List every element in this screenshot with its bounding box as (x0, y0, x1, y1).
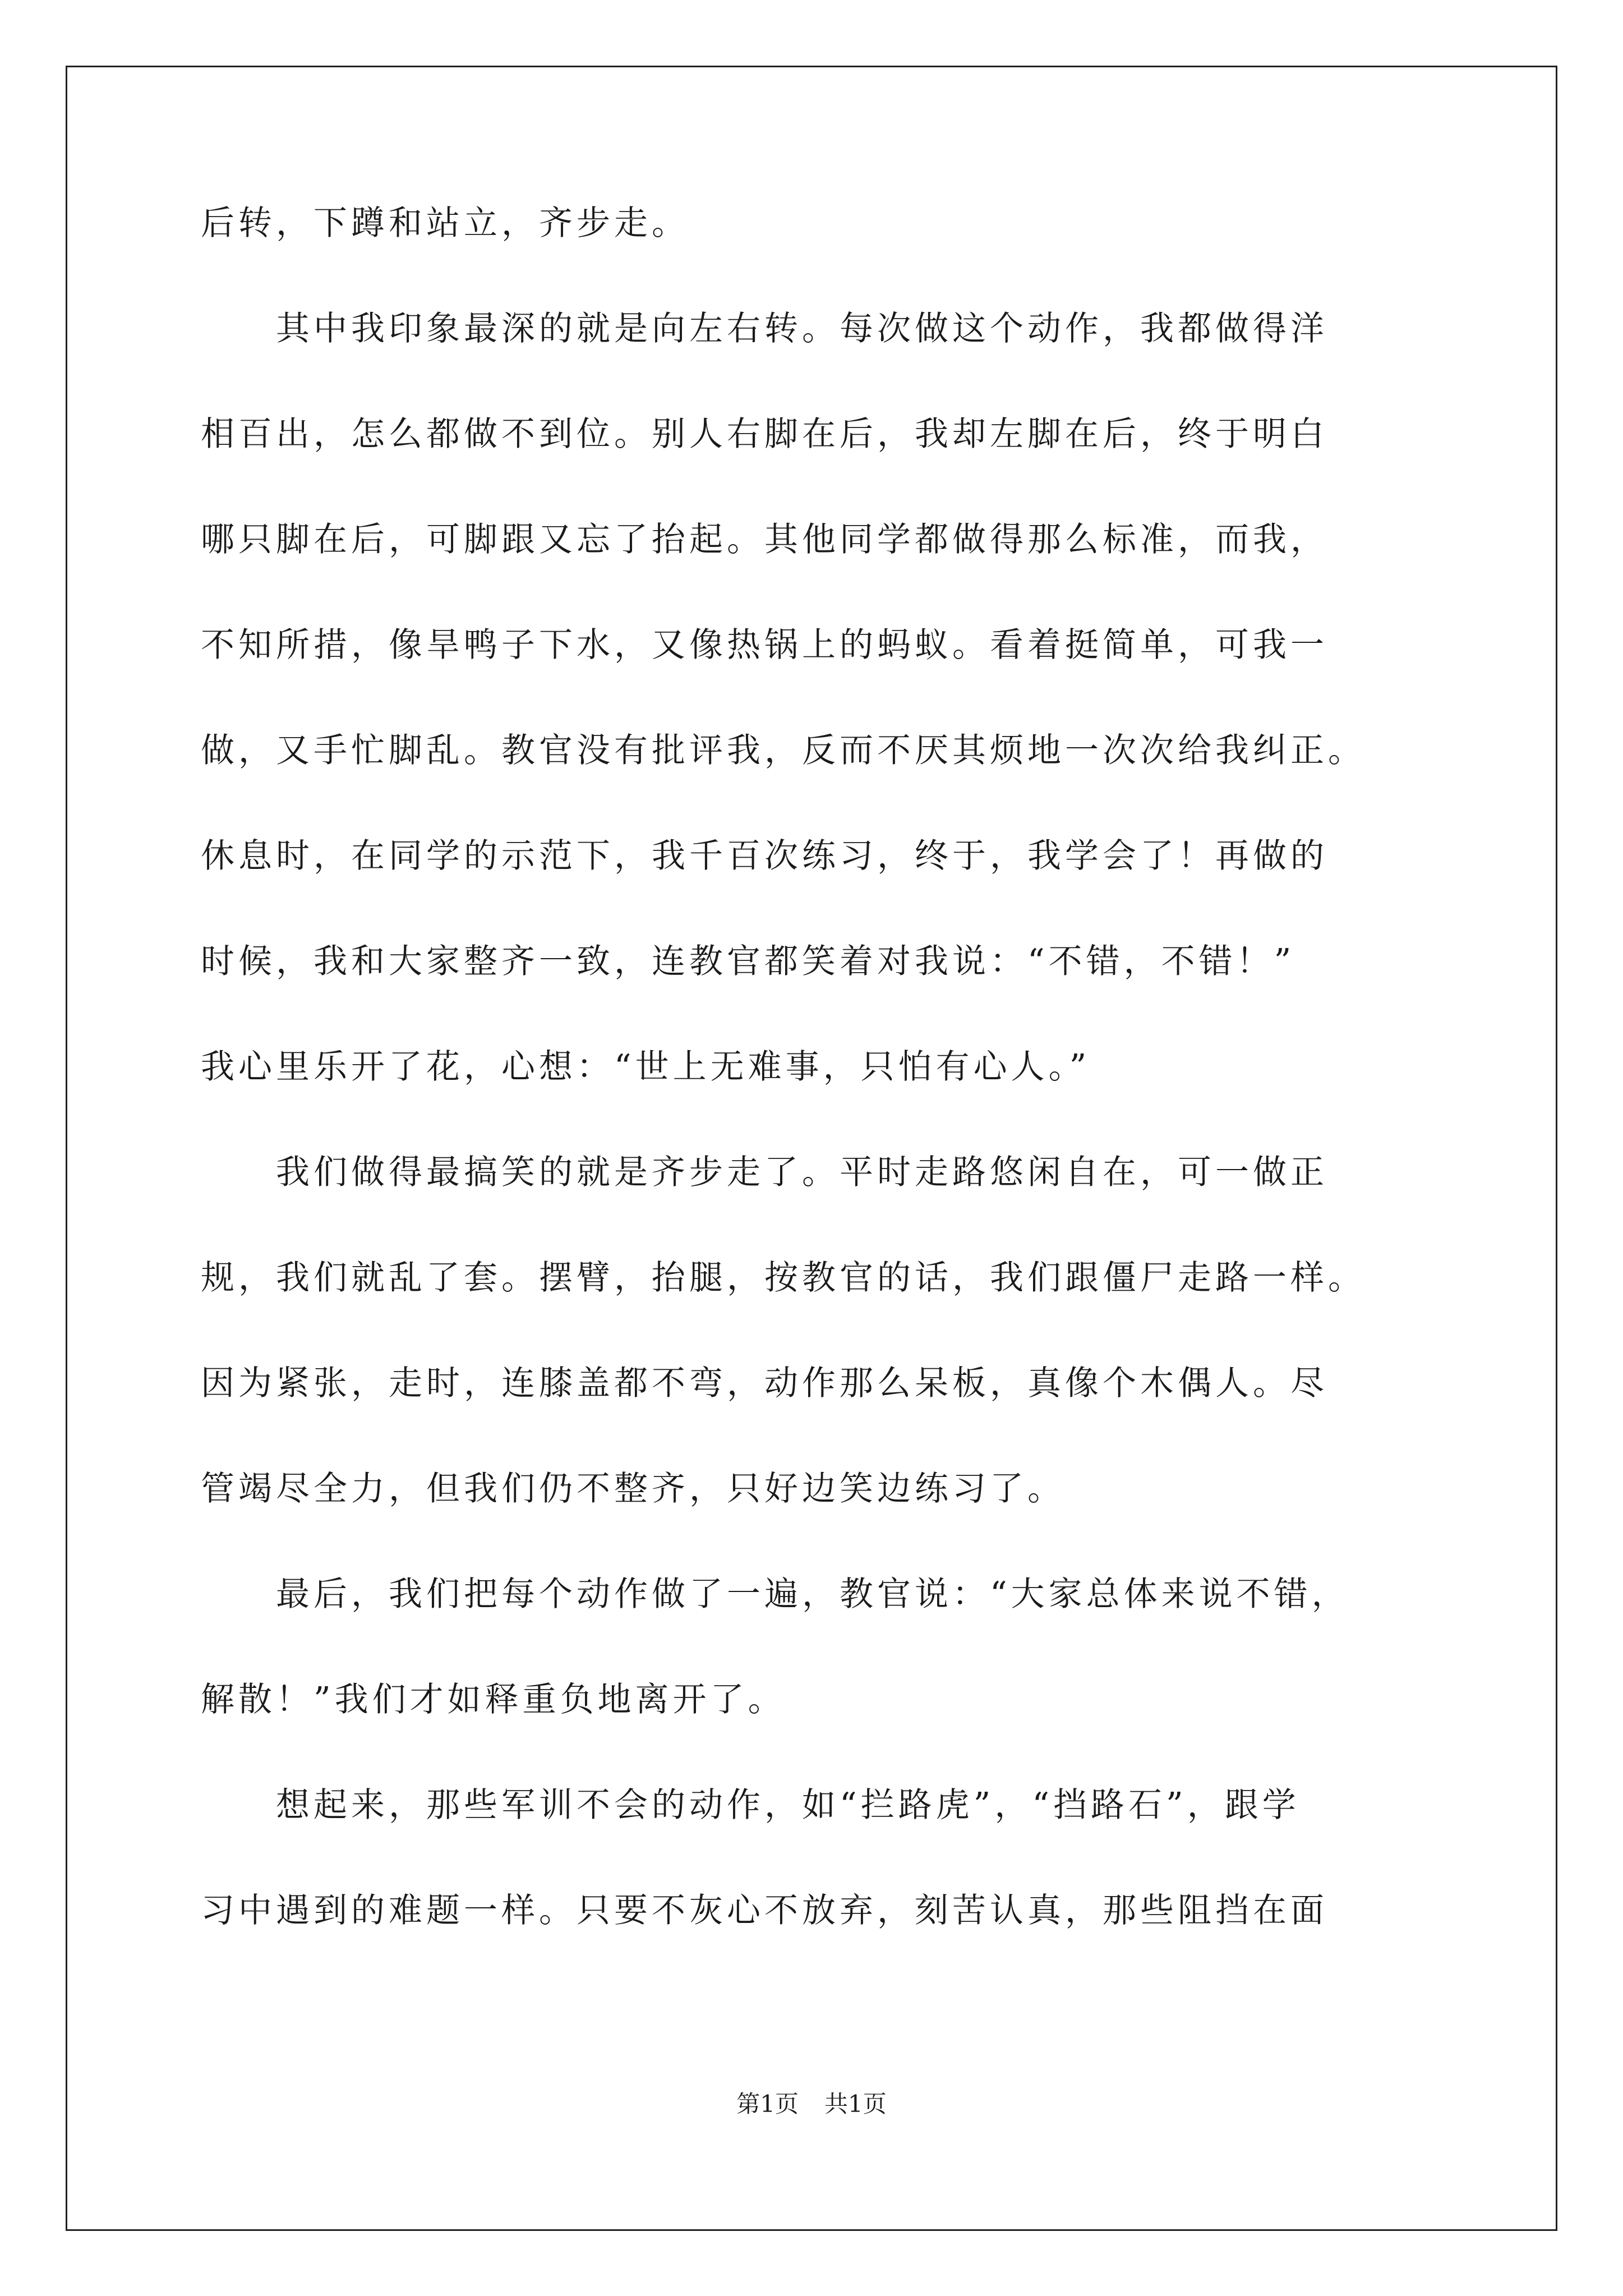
text-line: 管竭尽全力，但我们仍不整齐，只好边笑边练习了。 (201, 1469, 1065, 1508)
text-line: 其中我印象最深的就是向左右转。每次做这个动作，我都做得洋 (201, 309, 1328, 348)
text-line: 我心里乐开了花，心想：“世上无难事，只怕有心人。” (201, 1047, 1091, 1087)
text-line: 最后，我们把每个动作做了一遍，教官说：“大家总体来说不错， (201, 1575, 1349, 1614)
text-line: 相百出，怎么都做不到位。别人右脚在后，我却左脚在后，终于明白 (201, 415, 1328, 454)
page-number: 第1页 (736, 2090, 799, 2118)
text-line: 后转，下蹲和站立，齐步走。 (201, 204, 689, 243)
text-line: 习中遇到的难题一样。只要不灰心不放弃，刻苦认真，那些阻挡在面 (201, 1891, 1328, 1930)
text-line: 因为紧张，走时，连膝盖都不弯，动作那么呆板，真像个木偶人。尽 (201, 1364, 1328, 1403)
text-line: 规，我们就乱了套。摆臂，抬腿，按教官的话，我们跟僵尸走路一样。 (201, 1258, 1366, 1297)
text-line: 时候，我和大家整齐一致，连教官都笑着对我说：“不错，不错！” (201, 942, 1295, 981)
text-line: 想起来，那些军训不会的动作，如“拦路虎”，“挡路石”，跟学 (201, 1786, 1300, 1825)
text-line: 做，又手忙脚乱。教官没有批评我，反而不厌其烦地一次次给我纠正。 (201, 731, 1366, 770)
page-total: 共1页 (824, 2090, 887, 2118)
text-line: 我们做得最搞笑的就是齐步走了。平时走路悠闲自在，可一做正 (201, 1153, 1328, 1192)
text-line: 休息时，在同学的示范下，我千百次练习，终于，我学会了！再做的 (201, 836, 1328, 876)
text-line: 哪只脚在后，可脚跟又忘了抬起。其他同学都做得那么标准，而我， (201, 520, 1328, 559)
text-line: 解散！”我们才如释重负地离开了。 (201, 1680, 786, 1719)
text-line: 不知所措，像旱鸭子下水，又像热锅上的蚂蚁。看着挺简单，可我一 (201, 625, 1328, 665)
page-footer (0, 2090, 1623, 2119)
